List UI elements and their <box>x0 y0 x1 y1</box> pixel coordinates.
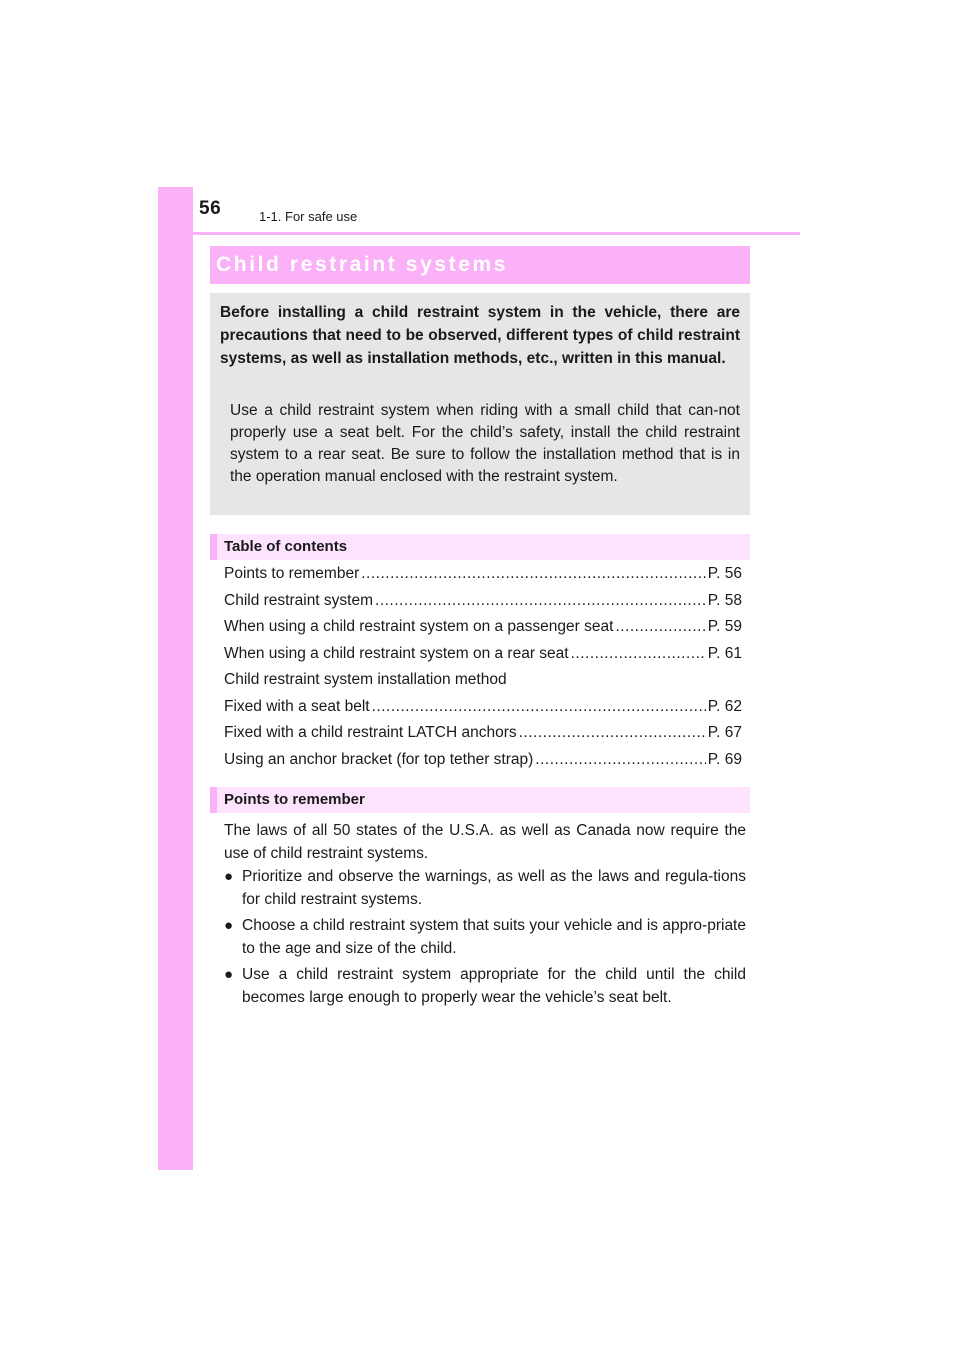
page-number: 56 <box>199 198 222 219</box>
toc-item-page: P. 61 <box>707 644 742 662</box>
toc-item-title: Child restraint system installation method <box>224 671 507 688</box>
toc-item[interactable] <box>224 592 742 619</box>
toc-item-title: When using a child restraint system on a passenger seat <box>224 618 614 635</box>
toc-item-page: P. 69 <box>707 750 742 768</box>
page-title: Child restraint systems <box>216 253 509 276</box>
remember-heading-accent <box>210 787 217 813</box>
toc-leader-dots <box>535 751 706 769</box>
toc-leader-dots <box>571 645 706 663</box>
bullet-icon: ● <box>224 868 234 885</box>
bullet-text: Choose a child restraint system that suits your vehicle and is appro-priate to the age and size of the child. <box>242 917 746 957</box>
toc-item[interactable] <box>224 751 742 778</box>
toc-item-title: Fixed with a child restraint LATCH anchors <box>224 724 517 741</box>
toc-item-title: Child restraint system <box>224 591 374 609</box>
toc-item-page: P. 56 <box>707 565 742 582</box>
intro-body: Use a child restraint system when riding with a small child that can-not properly use a seat belt. For the child’s safety, install the child restraint system to a rear seat. Be sure to follow the installation method that is in the operation manual enclosed with the restraint system. <box>230 402 740 485</box>
toc-group-label <box>224 671 742 698</box>
bullet-icon: ● <box>224 917 234 934</box>
title-band <box>210 246 750 284</box>
side-tab-bar <box>158 187 193 1170</box>
toc-item[interactable] <box>224 645 742 672</box>
toc-item-title: When using a child restraint system on a rear seat <box>224 644 569 662</box>
toc-item-title: Fixed with a seat belt <box>224 697 370 715</box>
remember-intro: The laws of all 50 states of the U.S.A. as well as Canada now require the use of child restraint systems. <box>224 822 746 862</box>
bullet-text: Use a child restraint system appropriate for the child until the child becomes large enough to properly wear the vehicle’s seat belt. <box>242 966 746 1006</box>
toc-leader-dots <box>361 565 706 583</box>
section-label: 1-1. For safe use <box>259 209 358 224</box>
toc-leader-dots <box>519 724 706 742</box>
remember-heading-bar <box>210 787 750 813</box>
toc-item[interactable] <box>224 724 742 751</box>
toc-leader-dots <box>375 592 706 610</box>
intro-lead: Before installing a child restraint system in the vehicle, there are precautions that need to be observed, different types of child restraint systems, as well as installation methods, etc., written in this manual. <box>220 304 740 367</box>
toc-leader-dots <box>615 618 705 636</box>
toc-item-title: Points to remember <box>224 565 360 582</box>
toc-list <box>224 565 742 777</box>
toc-heading: Table of contents <box>224 538 348 555</box>
toc-item[interactable] <box>224 618 742 645</box>
bullet-icon: ● <box>224 966 234 983</box>
toc-item-page: P. 62 <box>707 697 742 715</box>
intro-box <box>210 293 750 515</box>
header-rule <box>158 232 800 235</box>
list-item <box>224 963 746 1009</box>
toc-heading-bar <box>210 534 750 560</box>
bullet-list <box>224 865 746 1012</box>
toc-item-page: P. 58 <box>707 591 742 609</box>
list-item <box>224 914 746 960</box>
bullet-text: Prioritize and observe the warnings, as well as the laws and regula-tions for child restraint systems. <box>242 868 746 908</box>
toc-item-page: P. 67 <box>707 724 742 741</box>
list-item <box>224 865 746 911</box>
toc-item[interactable] <box>224 565 742 592</box>
remember-heading: Points to remember <box>224 791 365 808</box>
toc-heading-accent <box>210 534 217 560</box>
toc-leader-dots <box>372 698 706 716</box>
toc-item-title: Using an anchor bracket (for top tether strap) <box>224 750 534 768</box>
toc-item-page: P. 59 <box>707 618 742 635</box>
toc-item[interactable] <box>224 698 742 725</box>
